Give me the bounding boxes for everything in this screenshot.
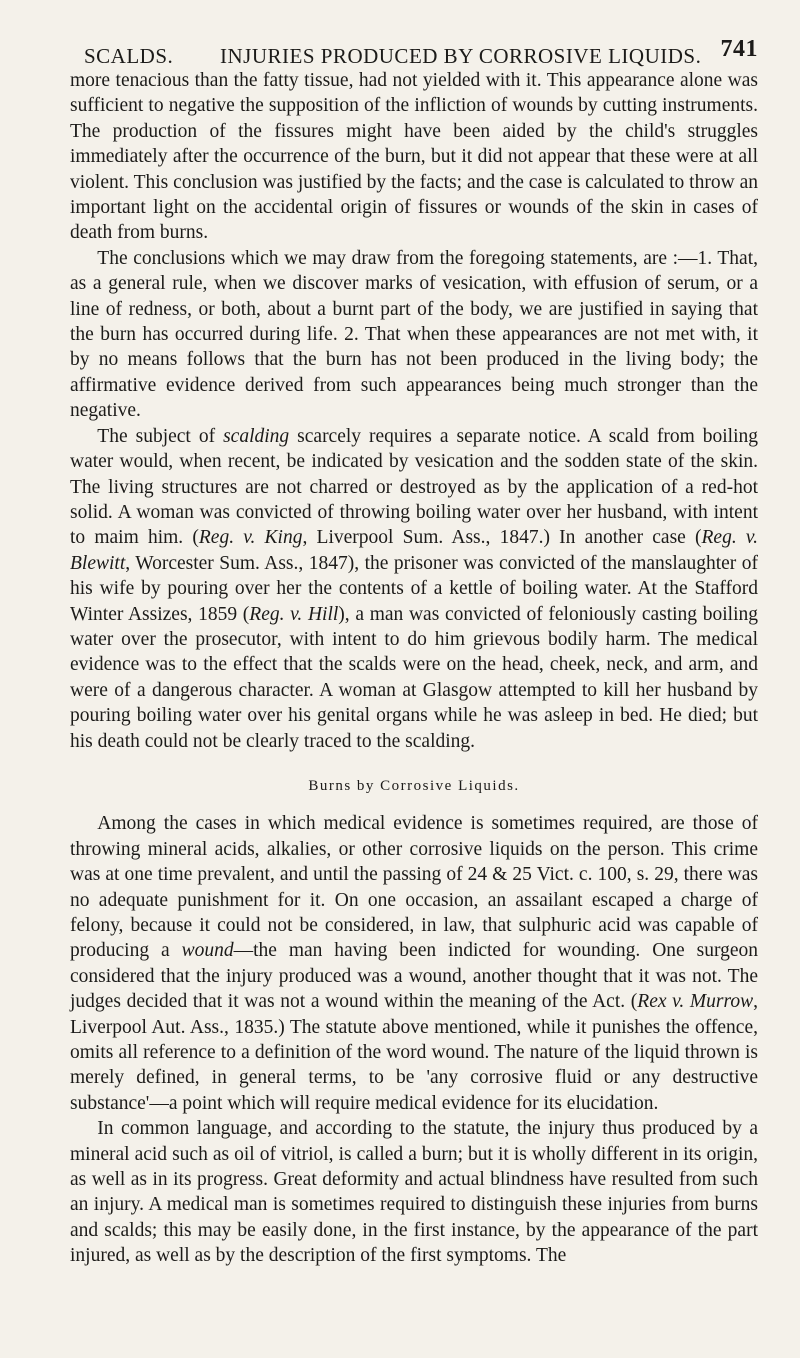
case-citation: Reg. v. Blewitt	[70, 527, 758, 574]
paragraph-scalding	[70, 424, 758, 754]
italic-term: scalding	[223, 425, 290, 447]
text-run: Among the cases in which medical evidence is sometimes required, are those of throwing mineral acids, alkalies, or other corrosive liquids on the person. This crime was at one time prevalent, and until the passing of 24 & 25 Vict. c. 100, s. 29, there was no adequate punishment for it. On one occasion, an assailant escaped a charge of felony, because it could not be considered, in law, that sulphuric acid was capable of producing a	[70, 813, 758, 962]
text-run: ), a man was convicted of feloniously casting boiling water over the prosecutor, with intent to do him grievous bodily harm. The medical evidence was to the effect that the scalds were on the head, cheek, neck, and arm, and were of a dangerous character. A woman at Glasgow attempted to kill her husband by pouring boiling water over his genital organs while he was asleep in bed. He died; but his death could not be clearly traced to the scalding.	[70, 603, 758, 752]
body-text	[70, 68, 758, 1269]
italic-term: wound	[181, 940, 234, 962]
paragraph-corrosive-liquids	[70, 811, 758, 1116]
paragraph-common-language: In common language, and according to the statute, the injury thus produced by a mineral acid such as oil of vitriol, is called a burn; but it is wholly different in its origin, as well as in its progress. Great deformity and actual blindness have resulted from such an injury. A medical man is sometimes required to distinguish these injuries from burns and scalds; this may be easily done, in the first instance, by the appearance of the part injured, as well as by the description of the first symptoms. The	[70, 1118, 758, 1267]
paragraph-fissures: more tenacious than the fatty tissue, had not yielded with it. This appearance alone was sufficient to negative the supposition of the infliction of wounds by cutting instruments. The production of the fissures might have been aided by the child's struggles immediately after the occurrence of the burn, but it did not appear that these were at all violent. This conclusion was justified by the facts; and the case is calculated to throw an important light on the accidental origin of fissures or wounds of the skin in cases of death from burns.	[70, 70, 758, 244]
running-head	[70, 22, 758, 68]
text-run: The subject of	[97, 425, 224, 447]
text-run: , Worcester Sum. Ass., 1847), the prisoner was convicted of the manslaughter of his wife by pouring over her the contents of a kettle of boiling water. At the Stafford Winter Assizes, 1859 (	[70, 552, 758, 625]
case-citation: Rex v. Murrow	[637, 991, 754, 1013]
page-number: 741	[720, 36, 758, 62]
case-citation: Reg. v. King	[198, 527, 303, 549]
paragraph-conclusions: The conclusions which we may draw from the foregoing statements, are :—1. That, as a general rule, when we discover marks of vesication, with effusion of serum, or a line of redness, or both, about a burnt part of the body, we are justified in saying that the burn has occurred during life. 2. That when these appearances are not met with, it by no means follows that the burn has not been produced in the living body; the affirmative evidence derived from such appearances being much stronger than the negative.	[70, 247, 758, 422]
running-head-title: INJURIES PRODUCED BY CORROSIVE LIQUIDS.	[220, 44, 702, 68]
section-heading: Burns by Corrosive Liquids.	[308, 777, 520, 794]
text-run: , Liverpool Aut. Ass., 1835.) The statute above mentioned, while it punishes the offence, omits all reference to a definition of the word wound. The nature of the liquid thrown is merely defined, in general terms, to be 'any corrosive fluid or any destructive substance'—a point which will require medical evidence for its elucidation.	[70, 991, 758, 1114]
running-head-section: SCALDS.	[84, 44, 174, 68]
text-run: scarcely requires a separate notice. A scald from boiling water would, when recent, be indicated by vesication and the sodden state of the skin. The living structures are not charred or destroyed as by the application of a red-hot solid. A woman was convicted of throwing boiling water over her husband, with intent to maim him. (	[70, 425, 758, 549]
text-run: , Liverpool Sum. Ass., 1847.) In another case (	[302, 527, 702, 549]
case-citation: Reg. v. Hill	[249, 603, 339, 625]
text-run: —the man having been indicted for wounding. One surgeon considered that the injury produced was a wound, another thought that it was not. The judges decided that it was not a wound within the meaning of the Act. (	[70, 940, 758, 1013]
